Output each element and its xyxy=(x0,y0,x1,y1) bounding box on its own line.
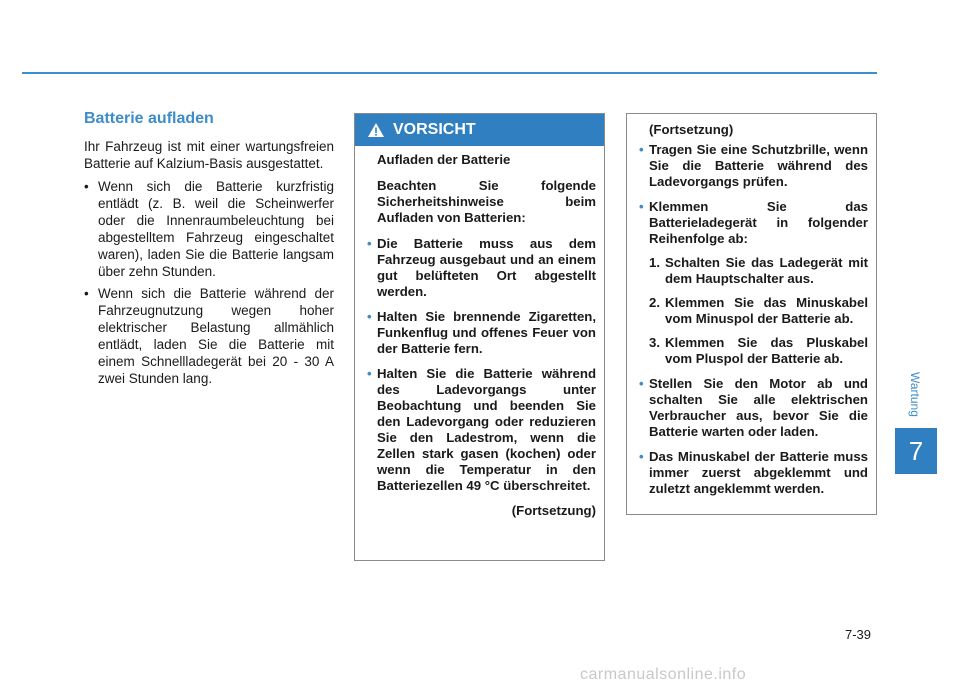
warning-icon xyxy=(367,122,385,138)
continued-label: (Fortsetzung) xyxy=(511,503,596,518)
steps-list xyxy=(649,255,868,367)
continuation-bullets xyxy=(649,142,868,497)
section-tab-label: Wartung xyxy=(908,372,922,417)
continuation-box xyxy=(626,113,877,515)
step-number: 2. xyxy=(649,295,660,310)
list-item xyxy=(649,199,868,367)
page-number: 7-39 xyxy=(845,627,872,642)
caution-body xyxy=(355,146,604,519)
intro-paragraph: Ihr Fahrzeug ist mit einer wartungsfreien Batterie auf Kalzium-Basis ausgestattet. xyxy=(84,139,334,171)
caution-bullets xyxy=(377,236,596,494)
watermark: carmanualsonline.info xyxy=(580,666,747,683)
step-item xyxy=(649,255,868,287)
caution-intro: Beachten Sie folgende Sicherheitshinweise beim Aufladen von Batterien: xyxy=(377,178,596,225)
list-item: • Tragen Sie eine Schutzbrille, wenn Sie die Batterie während des Ladevorgangs prüfen. xyxy=(649,142,868,190)
list-item: • Das Minuskabel der Batterie muss immer zuerst abgeklemmt und zuletzt angeklemmt werden. xyxy=(649,449,868,497)
caution-box xyxy=(354,113,605,561)
step-item xyxy=(649,295,868,327)
step-number: 1. xyxy=(649,255,660,270)
list-item-text: Klemmen Sie das Batterieladegerät in folgender Reihenfolge ab: xyxy=(649,199,868,246)
list-item: • Halten Sie die Batterie während des Ladevorgangs unter Beobachtung und beenden Sie den Ladevorgang oder reduzieren Sie den Ladestrom, wenn die Zellen stark gasen (kochen) oder wenn die Temperatur in den Batteriezellen 49 °C überschreitet. xyxy=(377,366,596,494)
list-item: • Die Batterie muss aus dem Fahrzeug ausgebaut und an einem gut belüfteten Ort abgestellt werden. xyxy=(377,236,596,300)
list-item: • Wenn sich die Batterie während der Fahrzeugnutzung wegen hoher elektrischer Belastung allmählich entlädt, laden Sie die Batterie mit einem Schnellladegerät bei 20 - 30 A zwei Stunden lang. xyxy=(84,285,334,387)
list-item: • Wenn sich die Batterie kurzfristig entlädt (z. B. weil die Scheinwerfer oder die Innenraumbeleuchtung bei abgestelltem Fahrzeug eingeschaltet waren), laden Sie die Batterie langsam über zehn Stunden. xyxy=(84,178,334,280)
step-number: 3. xyxy=(649,335,660,350)
section-title: Batterie aufladen xyxy=(84,110,214,127)
step-text: Klemmen Sie das Pluskabel vom Pluspol der Batterie ab. xyxy=(665,335,868,366)
caution-subtitle: Aufladen der Batterie xyxy=(377,152,511,167)
top-rule xyxy=(22,72,877,74)
charging-bullets xyxy=(84,178,334,387)
list-item: • Stellen Sie den Motor ab und schalten Sie alle elektrischen Verbraucher aus, bevor Sie die Batterie warten oder laden. xyxy=(649,376,868,440)
list-item: • Halten Sie brennende Zigaretten, Funkenflug und offenes Feuer von der Batterie fern. xyxy=(377,309,596,357)
step-text: Klemmen Sie das Minuskabel vom Minuspol der Batterie ab. xyxy=(665,295,868,326)
continuation-heading: (Fortsetzung) xyxy=(649,122,734,137)
caution-header xyxy=(355,114,604,146)
step-item xyxy=(649,335,868,367)
chapter-tab: 7 xyxy=(895,428,937,474)
caution-title: VORSICHT xyxy=(393,121,476,138)
step-text: Schalten Sie das Ladegerät mit dem Hauptschalter aus. xyxy=(665,255,868,286)
left-column xyxy=(84,110,334,392)
